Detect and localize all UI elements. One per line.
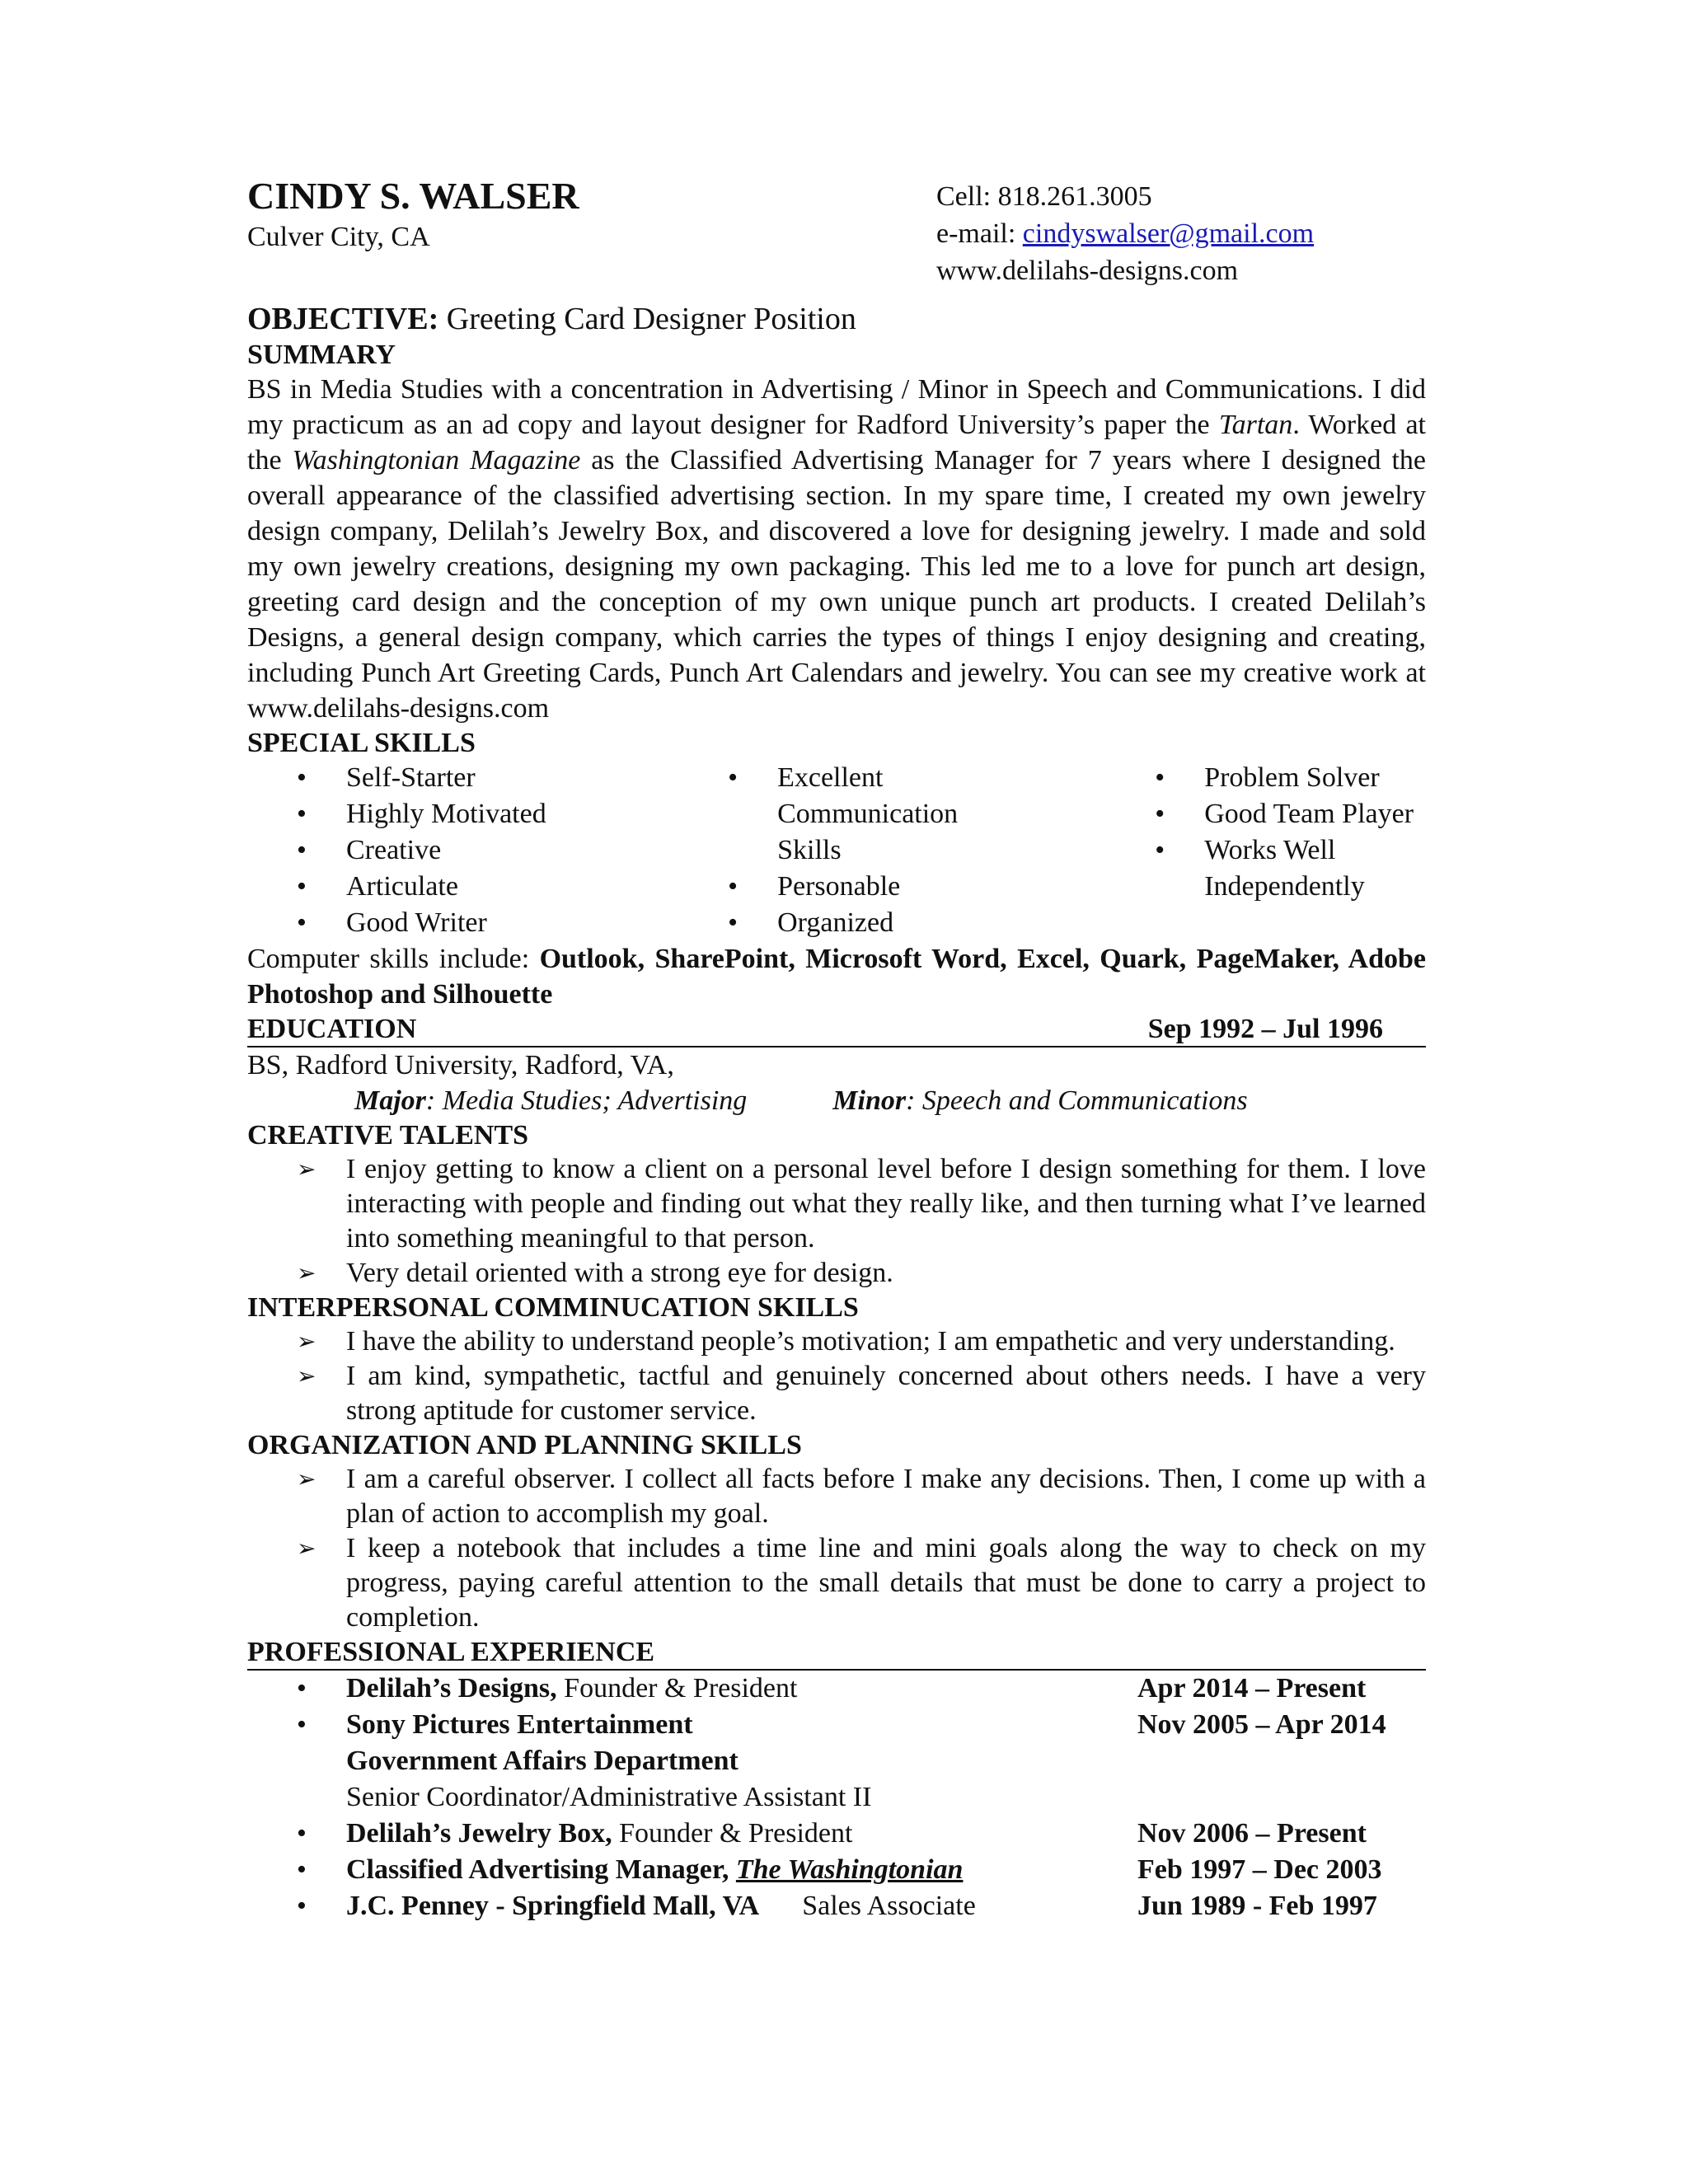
computer-skills-label: Computer skills include: <box>247 944 540 974</box>
experience-org: Sony Pictures Entertainment <box>346 1709 693 1740</box>
experience-role: Founder & President <box>556 1673 798 1704</box>
minor-label: Minor <box>832 1085 907 1116</box>
list-item: ➢ I enjoy getting to know a client on a personal level before I design something for them. I love interacting with people and finding out what they really like, and then turning what I’ve learned into something meaningful to that person. <box>297 1152 1426 1256</box>
candidate-location: Culver City, CA <box>247 222 430 252</box>
major-label: Major <box>354 1085 426 1116</box>
email-link[interactable]: cindyswalser@gmail.com <box>1022 218 1315 249</box>
summary-magazine: Washingtonian Magazine <box>292 445 581 476</box>
experience-dates: Jun 1989 - Feb 1997 <box>1137 1891 1377 1921</box>
list-item: ➢ I am kind, sympathetic, tactful and genuinely concerned about others needs. I have a very strong aptitude for customer service. <box>297 1359 1426 1428</box>
experience-dates: Nov 2006 – Present <box>1137 1818 1367 1849</box>
experience-item <box>297 1816 1426 1852</box>
experience-list <box>247 1671 1426 1924</box>
skill-item: • Personable <box>728 869 1155 905</box>
list-item: ➢ I have the ability to understand people’s motivation; I am empathetic and very understanding. <box>297 1324 1426 1359</box>
experience-role: Sales Associate <box>802 1891 976 1921</box>
skill-item: • Works Well Independently <box>1155 832 1386 905</box>
resume-page <box>247 173 1426 1924</box>
skills-column-2 <box>728 760 1155 941</box>
experience-role: Founder & President <box>612 1818 853 1849</box>
education-dates: Sep 1992 – Jul 1996 <box>1147 1014 1383 1044</box>
list-item: ➢ Very detail oriented with a strong eye for design. <box>297 1256 1426 1291</box>
experience-org: Delilah’s Designs, <box>346 1673 557 1704</box>
experience-role: Senior Coordinator/Administrative Assistant II <box>346 1782 872 1812</box>
summary-part: BS in Media Studies with a concentration in Advertising / Minor in Speech and Communications. I did my practicum as an ad copy and layout designer for Radford University’s paper the <box>247 374 1426 440</box>
skill-item: • Self-Starter <box>297 760 728 796</box>
list-item: ➢ I am a careful observer. I collect all facts before I make any decisions. Then, I come up with a plan of action to accomplish my goal. <box>297 1462 1426 1531</box>
minor-text: : Speech and Communications <box>906 1085 1248 1116</box>
skill-item: • Good Writer <box>297 905 728 941</box>
objective-text: Greeting Card Designer Position <box>446 302 856 336</box>
summary-heading: SUMMARY <box>247 340 396 370</box>
organization-heading: ORGANIZATION AND PLANNING SKILLS <box>247 1430 802 1460</box>
summary-part: . Worked at the <box>247 410 1426 476</box>
computer-skills-list: Outlook, SharePoint, Microsoft Word, Excel, Quark, PageMaker, Adobe Photoshop and Silhouette <box>247 944 1426 1010</box>
experience-dates: Apr 2014 – Present <box>1137 1673 1367 1704</box>
creative-talents-list <box>247 1152 1426 1291</box>
skill-item: • Highly Motivated <box>297 796 728 832</box>
special-skills-heading: SPECIAL SKILLS <box>247 728 476 758</box>
contact-block <box>936 178 1314 289</box>
experience-org: J.C. Penney - Springfield Mall, VA <box>346 1891 760 1921</box>
major-text: : Media Studies; Advertising <box>425 1085 748 1116</box>
education-heading-row <box>247 1012 1426 1047</box>
experience-org: Classified Advertising Manager, <box>346 1854 736 1885</box>
skill-item: • Good Team Player <box>1155 796 1426 832</box>
experience-heading: PROFESSIONAL EXPERIENCE <box>247 1635 1426 1671</box>
candidate-name: CINDY S. WALSER <box>247 175 579 217</box>
website: www.delilahs-designs.com <box>936 255 1239 286</box>
computer-skills <box>247 941 1426 1012</box>
organization-list <box>247 1462 1426 1635</box>
email-label: e-mail: <box>936 218 1023 249</box>
interpersonal-list <box>247 1324 1426 1428</box>
education-heading: EDUCATION <box>247 1014 417 1044</box>
summary-part: as the Classified Advertising Manager for 7 years where I designed the overall appearance of the classified advertising section. In my spare time, I created my own jewelry design company, Delilah’s Jewelry Box, and discovered a love for designing jewelry. I made and sold my own jewelry creations, designing my own packaging. This led me to a love for punch art design, greeting card design and the conception of my own unique punch art products. I created Delilah’s Designs, a general design company, which carries the types of things I enjoy designing and creating, including Punch Art Greeting Cards, Punch Art Calendars and jewelry. You can see my creative work at www.delilahs-designs.com <box>247 445 1426 724</box>
list-item: ➢ I keep a notebook that includes a time line and mini goals along the way to check on my progress, paying careful attention to the small details that must be done to carry a project to completion. <box>297 1531 1426 1635</box>
experience-item <box>297 1888 1426 1924</box>
experience-publication: The Washingtonian <box>735 1854 964 1885</box>
experience-dept: Government Affairs Department <box>346 1746 738 1776</box>
interpersonal-heading: INTERPERSONAL COMMINUCATION SKILLS <box>247 1292 859 1323</box>
experience-org: Delilah’s Jewelry Box, <box>346 1818 612 1849</box>
resume-header <box>247 173 1426 297</box>
creative-talents-heading: CREATIVE TALENTS <box>247 1120 529 1151</box>
skill-item: • Creative <box>297 832 728 869</box>
skill-item: • Organized <box>728 905 1155 941</box>
experience-dates: Nov 2005 – Apr 2014 <box>1137 1709 1386 1740</box>
education-detail <box>247 1083 1426 1118</box>
experience-item <box>297 1707 1426 1816</box>
experience-item <box>297 1852 1426 1888</box>
objective <box>247 300 1426 338</box>
experience-item <box>297 1671 1426 1707</box>
experience-dates: Feb 1997 – Dec 2003 <box>1137 1854 1382 1885</box>
skill-item: • Problem Solver <box>1155 760 1426 796</box>
skills-column-1 <box>297 760 728 941</box>
objective-label: OBJECTIVE: <box>247 302 439 336</box>
special-skills-columns <box>297 760 1426 941</box>
skill-item: • Articulate <box>297 869 728 905</box>
skills-column-3 <box>1155 760 1426 941</box>
cell-phone: Cell: 818.261.3005 <box>936 181 1152 212</box>
summary-tartan: Tartan <box>1218 410 1293 440</box>
education-degree: BS, Radford University, Radford, VA, <box>247 1050 674 1080</box>
summary-text <box>247 372 1426 726</box>
email-line <box>936 215 1314 252</box>
skill-item: • Excellent Communication Skills <box>728 760 1000 869</box>
